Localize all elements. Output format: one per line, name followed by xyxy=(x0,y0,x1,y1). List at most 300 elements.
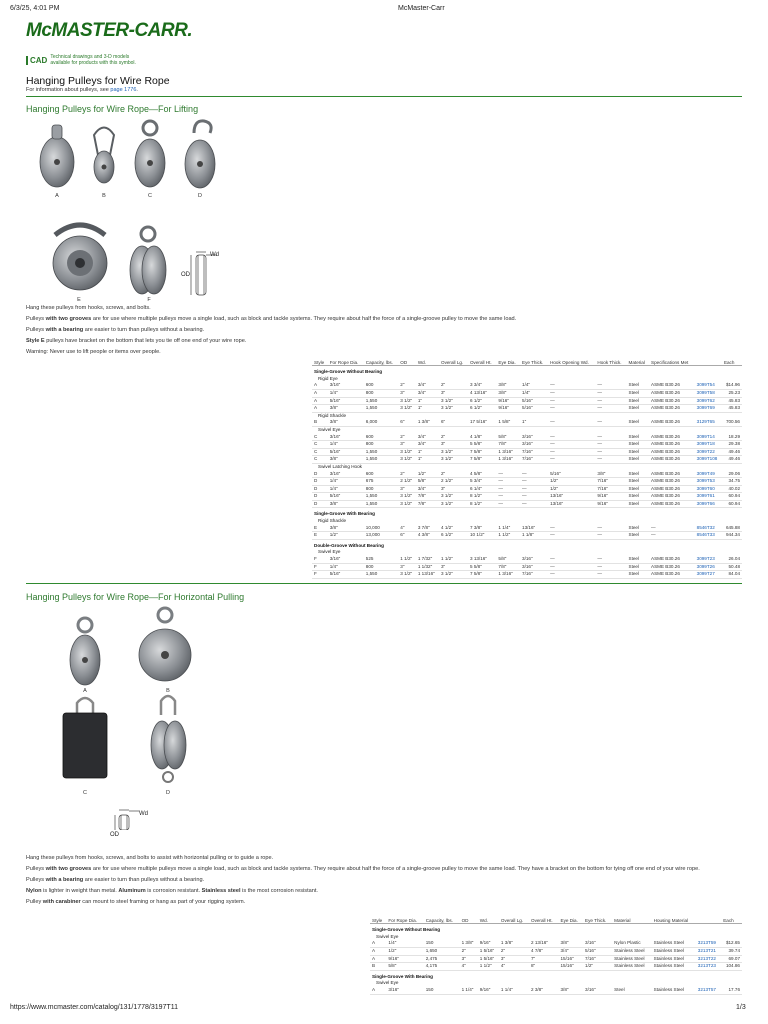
table-cell: 1" xyxy=(416,405,439,413)
table-cell: 1/4" xyxy=(520,389,548,397)
table-cell: 1 1/32" xyxy=(416,563,439,571)
table-cell: 2 13/16" xyxy=(529,940,559,947)
part-number-link[interactable]: 3213T23 xyxy=(696,963,721,971)
table-cell: D xyxy=(312,500,328,508)
table-row[interactable] xyxy=(312,397,742,405)
table-cell: — xyxy=(548,434,595,441)
table-row[interactable] xyxy=(312,456,742,464)
table-cell: A xyxy=(370,947,386,955)
table-cell: ASME B30.26 xyxy=(649,434,695,441)
part-number-link[interactable]: 3099T18 xyxy=(695,441,722,449)
table-cell: 4 5/8" xyxy=(468,471,496,478)
table-cell: 5/8" xyxy=(496,434,520,441)
table-cell: A xyxy=(370,940,386,947)
table-cell: 5 5/8" xyxy=(468,563,496,571)
table-cell: 3 1/2" xyxy=(398,500,416,508)
table-cell: 1/4" xyxy=(328,563,364,571)
table-cell: 3" xyxy=(439,563,468,571)
table-cell: 1 3/16" xyxy=(496,448,520,456)
table-cell: 1,550 xyxy=(364,456,399,464)
table-cell: 7/8" xyxy=(496,441,520,449)
footer-page-number: 1/3 xyxy=(736,1004,746,1011)
table-cell: 1,550 xyxy=(364,405,399,413)
table-cell: 1/4" xyxy=(328,485,364,493)
table-cell: 2" xyxy=(439,382,468,389)
table-cell: 5/8" xyxy=(416,478,439,486)
horizontal-spec-table xyxy=(370,918,742,995)
part-number-link[interactable]: 3099T62 xyxy=(695,397,722,405)
table-cell: 4 1/8" xyxy=(468,434,496,441)
image-label-h-c: C xyxy=(83,790,87,796)
table-cell: Steel xyxy=(627,563,649,571)
table-cell: D xyxy=(312,493,328,501)
part-number-link[interactable]: 3099T69 xyxy=(695,405,722,413)
table-cell: B xyxy=(370,963,386,971)
table-cell: 800 xyxy=(364,485,399,493)
table-cell: 3 13/16" xyxy=(468,556,496,563)
table-group-heading: Single-Groove With Bearing xyxy=(372,973,433,979)
table-cell: Steel xyxy=(627,419,649,426)
table-row[interactable] xyxy=(312,434,742,441)
column-header: Material xyxy=(612,918,651,924)
table-cell: 1" xyxy=(520,419,548,426)
table-row[interactable] xyxy=(312,471,742,478)
table-cell: 3/8" xyxy=(328,456,364,464)
table-cell: 25.23 xyxy=(722,389,742,397)
table-cell: 3/16" xyxy=(328,382,364,389)
table-cell: ASME B30.26 xyxy=(649,389,695,397)
page-info-link[interactable]: page 1776 xyxy=(110,87,137,93)
table-cell: A xyxy=(312,389,328,397)
table-cell: 5/16" xyxy=(328,397,364,405)
page-info-prefix: For information about pulleys, see xyxy=(26,87,111,93)
table-cell: 3/16" xyxy=(520,434,548,441)
table-row[interactable] xyxy=(312,485,742,493)
part-number-link[interactable]: 3099T54 xyxy=(695,382,722,389)
table-cell: 6,000 xyxy=(364,419,399,426)
table-cell: 3/4" xyxy=(416,434,439,441)
table-cell: — xyxy=(520,478,548,486)
table-cell: 5 3/4" xyxy=(468,478,496,486)
table-cell: 9/16" xyxy=(478,987,499,994)
pulley-image-d xyxy=(185,121,215,188)
table-cell: 1,550 xyxy=(364,571,399,579)
table-cell: 5/16" xyxy=(520,405,548,413)
table-cell: 600 xyxy=(364,434,399,441)
section-title-lifting: Hanging Pulleys for Wire Rope—For Lifting xyxy=(26,104,199,114)
table-cell: 49.46 xyxy=(722,456,742,464)
table-row[interactable] xyxy=(312,493,742,501)
table-row[interactable] xyxy=(312,525,742,532)
table-cell: 4 13/16" xyxy=(468,389,496,397)
table-cell: — xyxy=(520,471,548,478)
table-cell: 3 1/2" xyxy=(439,397,468,405)
table-cell: Steel xyxy=(627,485,649,493)
table-row[interactable] xyxy=(312,389,742,397)
table-row[interactable] xyxy=(312,419,742,426)
table-cell: 26.04 xyxy=(722,556,742,563)
table-cell: — xyxy=(595,382,626,389)
table-cell: 3/16" xyxy=(328,434,364,441)
image-label-c: C xyxy=(148,193,152,199)
table-cell: — xyxy=(595,456,626,464)
table-row[interactable] xyxy=(312,571,742,579)
dim-label-od-2: OD xyxy=(110,832,119,838)
table-cell: 3" xyxy=(439,441,468,449)
table-cell: Steel xyxy=(627,441,649,449)
image-label-e: E xyxy=(77,297,81,303)
table-cell: D xyxy=(312,471,328,478)
table-cell: 5/8" xyxy=(496,556,520,563)
table-header-row xyxy=(312,360,742,366)
table-cell: 1/2" xyxy=(328,532,364,540)
table-cell: 3/8" xyxy=(328,500,364,508)
table-cell: 3 1/2" xyxy=(398,493,416,501)
table-group-heading: Single-Groove With Bearing xyxy=(314,511,375,517)
table-cell: 4 3/8" xyxy=(416,532,439,540)
table-cell: 3 1/2" xyxy=(398,397,416,405)
table-cell: — xyxy=(548,389,595,397)
section-divider xyxy=(26,583,742,584)
table-cell: ASME B30.26 xyxy=(649,485,695,493)
table-cell: 9/16" xyxy=(386,955,423,963)
column-header: Specifications Met xyxy=(649,360,695,366)
table-cell: 3/8" xyxy=(559,940,584,947)
table-cell: 2,475 xyxy=(424,955,460,963)
column-header: Eye Thick. xyxy=(583,918,612,924)
table-cell: Stainless Steel xyxy=(652,947,696,955)
table-cell: 10 1/2" xyxy=(468,532,496,540)
table-cell: C xyxy=(312,456,328,464)
table-cell: — xyxy=(595,434,626,441)
image-label-h-b: B xyxy=(166,688,170,694)
table-subgroup-heading: Swivel Eye xyxy=(318,426,341,432)
table-cell: 1,550 xyxy=(364,493,399,501)
table-row[interactable] xyxy=(370,940,742,947)
table-cell: 150 xyxy=(424,987,460,994)
table-cell: Steel xyxy=(612,987,651,994)
table-cell: — xyxy=(496,478,520,486)
lifting-images-row2 xyxy=(45,215,225,300)
table-cell: 3" xyxy=(499,955,529,963)
part-number-link[interactable]: 3213T22 xyxy=(696,955,721,963)
table-cell: 3/8" xyxy=(328,405,364,413)
table-cell: Steel xyxy=(627,456,649,464)
table-cell: 60.94 xyxy=(722,500,742,508)
table-cell: 3" xyxy=(398,485,416,493)
table-cell: 104.86 xyxy=(721,963,742,971)
part-number-link[interactable]: 3213T57 xyxy=(696,987,721,994)
image-label-b: B xyxy=(102,193,106,199)
table-cell: Steel xyxy=(627,405,649,413)
horizontal-para: Pulleys with a bearing are easier to turn than pulleys without a bearing. xyxy=(26,877,205,883)
table-cell: ASME B30.26 xyxy=(649,397,695,405)
image-label-d: D xyxy=(198,193,202,199)
table-cell: A xyxy=(370,987,386,994)
table-cell: 1 1/4" xyxy=(460,987,478,994)
table-cell: — xyxy=(548,563,595,571)
table-cell: 13/16" xyxy=(548,500,595,508)
part-number-link[interactable]: 3099T61 xyxy=(695,493,722,501)
table-cell: 3/8" xyxy=(496,389,520,397)
table-cell: — xyxy=(649,525,695,532)
table-cell: C xyxy=(312,448,328,456)
pulley-image-b xyxy=(94,128,114,184)
table-row[interactable] xyxy=(312,448,742,456)
table-cell: Nylon Plastic xyxy=(612,940,651,947)
section-title-horizontal: Hanging Pulleys for Wire Rope—For Horizontal Pulling xyxy=(26,592,245,602)
table-cell: ASME B30.26 xyxy=(649,563,695,571)
table-cell: — xyxy=(548,456,595,464)
table-row[interactable] xyxy=(312,382,742,389)
table-cell: 645.88 xyxy=(722,525,742,532)
table-cell: ASME B30.26 xyxy=(649,382,695,389)
table-cell: 3/4" xyxy=(416,485,439,493)
table-row[interactable] xyxy=(370,987,742,994)
table-cell: 3" xyxy=(439,389,468,397)
image-label-a: A xyxy=(55,193,59,199)
table-cell: 17 5/16" xyxy=(468,419,496,426)
part-number-link[interactable]: 3129T65 xyxy=(695,419,722,426)
table-cell: 800 xyxy=(364,389,399,397)
part-number-link[interactable]: 8546T32 xyxy=(695,525,722,532)
table-cell: — xyxy=(520,485,548,493)
table-cell: 700.56 xyxy=(722,419,742,426)
table-cell: 3 1/2" xyxy=(439,493,468,501)
table-cell: 15/16" xyxy=(559,955,584,963)
image-label-h-d: D xyxy=(166,790,170,796)
table-cell: ASME B30.26 xyxy=(649,493,695,501)
table-cell: 7/16" xyxy=(583,955,612,963)
column-header: Each xyxy=(722,360,742,366)
table-cell: 2" xyxy=(398,471,416,478)
table-cell: 7/16" xyxy=(520,571,548,579)
table-cell: F xyxy=(312,563,328,571)
table-subgroup-heading: Swivel Latching Hook xyxy=(318,463,362,469)
table-row[interactable] xyxy=(312,478,742,486)
table-cell: ASME B30.26 xyxy=(649,471,695,478)
table-cell: 1/2" xyxy=(416,471,439,478)
table-cell: 5/16" xyxy=(328,571,364,579)
table-cell: — xyxy=(548,556,595,563)
table-cell: 3/16" xyxy=(328,556,364,563)
table-cell: ASME B30.26 xyxy=(649,405,695,413)
table-cell: A xyxy=(312,405,328,413)
table-cell: 1/4" xyxy=(328,441,364,449)
table-cell: 1 3/16" xyxy=(496,456,520,464)
part-number-link[interactable]: 3099T58 xyxy=(695,389,722,397)
table-cell: 5/16" xyxy=(520,397,548,405)
table-cell: 7 5/8" xyxy=(468,448,496,456)
table-cell: 3/8" xyxy=(328,525,364,532)
table-cell: 1 3/16" xyxy=(496,571,520,579)
table-row[interactable] xyxy=(312,556,742,563)
table-cell: 2" xyxy=(439,434,468,441)
table-cell: 4 1/2" xyxy=(439,525,468,532)
lifting-para: Hang these pulleys from hooks, screws, and bolts. xyxy=(26,305,151,311)
part-number-link[interactable]: 8546T33 xyxy=(695,532,722,540)
horizontal-para: Nylon is lighter in weight than metal. Aluminum is corrosion resistant. Stainless steel is the most corrosion resistant. xyxy=(26,888,318,894)
table-cell: — xyxy=(520,500,548,508)
dim-label-od: OD xyxy=(181,272,190,278)
table-cell: 600 xyxy=(364,471,399,478)
table-cell: 6 1/4" xyxy=(468,485,496,493)
table-cell: 3 1/2" xyxy=(398,571,416,579)
table-cell: 7 5/8" xyxy=(468,571,496,579)
table-cell: 1 1/2" xyxy=(478,963,499,971)
table-cell: 3" xyxy=(398,389,416,397)
table-cell: 6" xyxy=(398,532,416,540)
horizontal-para: Hang these pulleys from hooks, screws, and bolts to assist with horizontal pulling or to guide a rope. xyxy=(26,855,274,861)
table-cell: E xyxy=(312,525,328,532)
table-cell: 9/16" xyxy=(478,940,499,947)
table-cell: 1 3/8" xyxy=(460,940,478,947)
pulley-image-e xyxy=(53,225,107,290)
part-number-link[interactable]: 3099T23 xyxy=(695,556,722,563)
table-row[interactable] xyxy=(370,963,742,971)
column-header: Overall Ht. xyxy=(468,360,496,366)
table-group-heading: Single-Groove Without Bearing xyxy=(372,927,441,933)
table-row[interactable] xyxy=(370,955,742,963)
part-number-link[interactable]: 3099T49 xyxy=(695,471,722,478)
table-cell: 1 13/16" xyxy=(416,571,439,579)
print-tab-title: McMaster-Carr xyxy=(398,5,445,12)
cad-note xyxy=(26,55,136,66)
table-cell: 3/4" xyxy=(416,382,439,389)
pulley-image-a xyxy=(40,125,74,187)
table-cell: — xyxy=(595,389,626,397)
table-row[interactable] xyxy=(312,500,742,508)
table-cell: 3/4" xyxy=(559,947,584,955)
table-cell: 7/16" xyxy=(520,456,548,464)
table-cell: 3" xyxy=(439,485,468,493)
lifting-para: Style E pulleys have bracket on the bottom that lets you tie off one end of your wire rope. xyxy=(26,338,247,344)
table-row[interactable] xyxy=(370,947,742,955)
column-header: OD xyxy=(398,360,416,366)
table-cell: Stainless Steel xyxy=(652,940,696,947)
table-cell: 1,550 xyxy=(364,448,399,456)
table-cell: 2 1/2" xyxy=(439,478,468,486)
table-row[interactable] xyxy=(312,405,742,413)
table-cell: 6 1/2" xyxy=(468,405,496,413)
table-cell: 7" xyxy=(529,955,559,963)
column-header: OD xyxy=(460,918,478,924)
table-cell: 3 1/2" xyxy=(398,405,416,413)
table-cell: 800 xyxy=(364,441,399,449)
column-header: For Rope Dia. xyxy=(328,360,364,366)
table-cell: C xyxy=(312,434,328,441)
table-cell: Steel xyxy=(627,478,649,486)
table-cell: — xyxy=(548,397,595,405)
table-row[interactable] xyxy=(312,441,742,449)
part-number-link[interactable]: 3213T21 xyxy=(696,947,721,955)
table-cell: 4" xyxy=(499,963,529,971)
pulley-image-h-a xyxy=(70,618,100,685)
column-header: Eye Thick. xyxy=(520,360,548,366)
table-subgroup-heading: Swivel Eye xyxy=(318,549,341,555)
table-cell: 7/16" xyxy=(520,448,548,456)
column-header: Eye Dia. xyxy=(496,360,520,366)
table-cell: Steel xyxy=(627,500,649,508)
table-cell: 50.48 xyxy=(722,563,742,571)
mcmaster-logo[interactable]: McMASTER-CARR. xyxy=(26,20,193,41)
table-cell: 29.38 xyxy=(722,441,742,449)
part-number-link[interactable]: 3099T108 xyxy=(695,456,722,464)
table-cell: 3 1/2" xyxy=(439,405,468,413)
table-cell: 3 1/2" xyxy=(398,456,416,464)
table-cell: D xyxy=(312,485,328,493)
table-cell: 1 5/16" xyxy=(478,947,499,955)
table-cell: 3 1/2" xyxy=(439,448,468,456)
table-cell: 2" xyxy=(499,947,529,955)
table-cell: ASME B30.26 xyxy=(649,571,695,579)
table-cell: — xyxy=(595,405,626,413)
table-cell: — xyxy=(595,441,626,449)
table-cell: 3/4" xyxy=(416,441,439,449)
part-number-link[interactable]: 3099T14 xyxy=(695,434,722,441)
table-cell: Stainless Steel xyxy=(612,947,651,955)
page-info-suffix: . xyxy=(136,87,138,93)
dim-label-wd-2: Wd xyxy=(139,811,148,817)
table-cell: 49.46 xyxy=(722,448,742,456)
table-cell: 3 1/2" xyxy=(439,456,468,464)
table-cell: — xyxy=(595,532,626,540)
table-cell: — xyxy=(595,556,626,563)
part-number-link[interactable]: 3213T59 xyxy=(696,940,721,947)
table-cell: 5/16" xyxy=(328,493,364,501)
table-row[interactable] xyxy=(312,563,742,571)
column-header: Overall Ht. xyxy=(529,918,559,924)
table-row[interactable] xyxy=(312,532,742,540)
table-cell: 3/16" xyxy=(520,441,548,449)
table-cell: 10,000 xyxy=(364,525,399,532)
table-cell: Stainless Steel xyxy=(652,963,696,971)
table-cell: 675 xyxy=(364,478,399,486)
table-cell: — xyxy=(496,485,520,493)
table-cell: 1,550 xyxy=(364,500,399,508)
part-number-link[interactable]: 3099T53 xyxy=(695,478,722,486)
footer-url[interactable]: https://www.mcmaster.com/catalog/131/1778/3197T11 xyxy=(10,1004,178,1011)
part-number-link[interactable]: 3099T26 xyxy=(695,563,722,571)
table-cell: 3/16" xyxy=(583,987,612,994)
table-cell: — xyxy=(548,382,595,389)
part-number-link[interactable]: 3099T66 xyxy=(695,500,722,508)
table-subgroup-heading: Swivel Eye xyxy=(376,980,399,986)
table-cell: 1/4" xyxy=(386,940,423,947)
column-header: Capacity, lbs. xyxy=(424,918,460,924)
table-cell: 15/16" xyxy=(559,963,584,971)
table-cell: F xyxy=(312,556,328,563)
table-cell: — xyxy=(548,448,595,456)
horizontal-para: Pulley with carabiner can mount to steel framing or hang as part of your rigging system. xyxy=(26,899,246,905)
table-cell: 3 7/8" xyxy=(416,525,439,532)
table-cell: Steel xyxy=(627,389,649,397)
table-cell: $12.65 xyxy=(721,940,742,947)
part-number-link[interactable]: 3099T60 xyxy=(695,485,722,493)
part-number-link[interactable]: 3099T22 xyxy=(695,448,722,456)
table-cell: A xyxy=(312,382,328,389)
table-cell: ASME B30.26 xyxy=(649,441,695,449)
table-cell: — xyxy=(595,563,626,571)
column-header: Capacity, lbs. xyxy=(364,360,399,366)
table-cell: Steel xyxy=(627,493,649,501)
table-cell: 5/8" xyxy=(386,963,423,971)
dim-label-wd: Wd xyxy=(210,252,219,258)
part-number-link[interactable]: 3099T27 xyxy=(695,571,722,579)
image-label-h-a: A xyxy=(83,688,87,694)
table-cell: Steel xyxy=(627,532,649,540)
table-cell: 7/8" xyxy=(416,500,439,508)
